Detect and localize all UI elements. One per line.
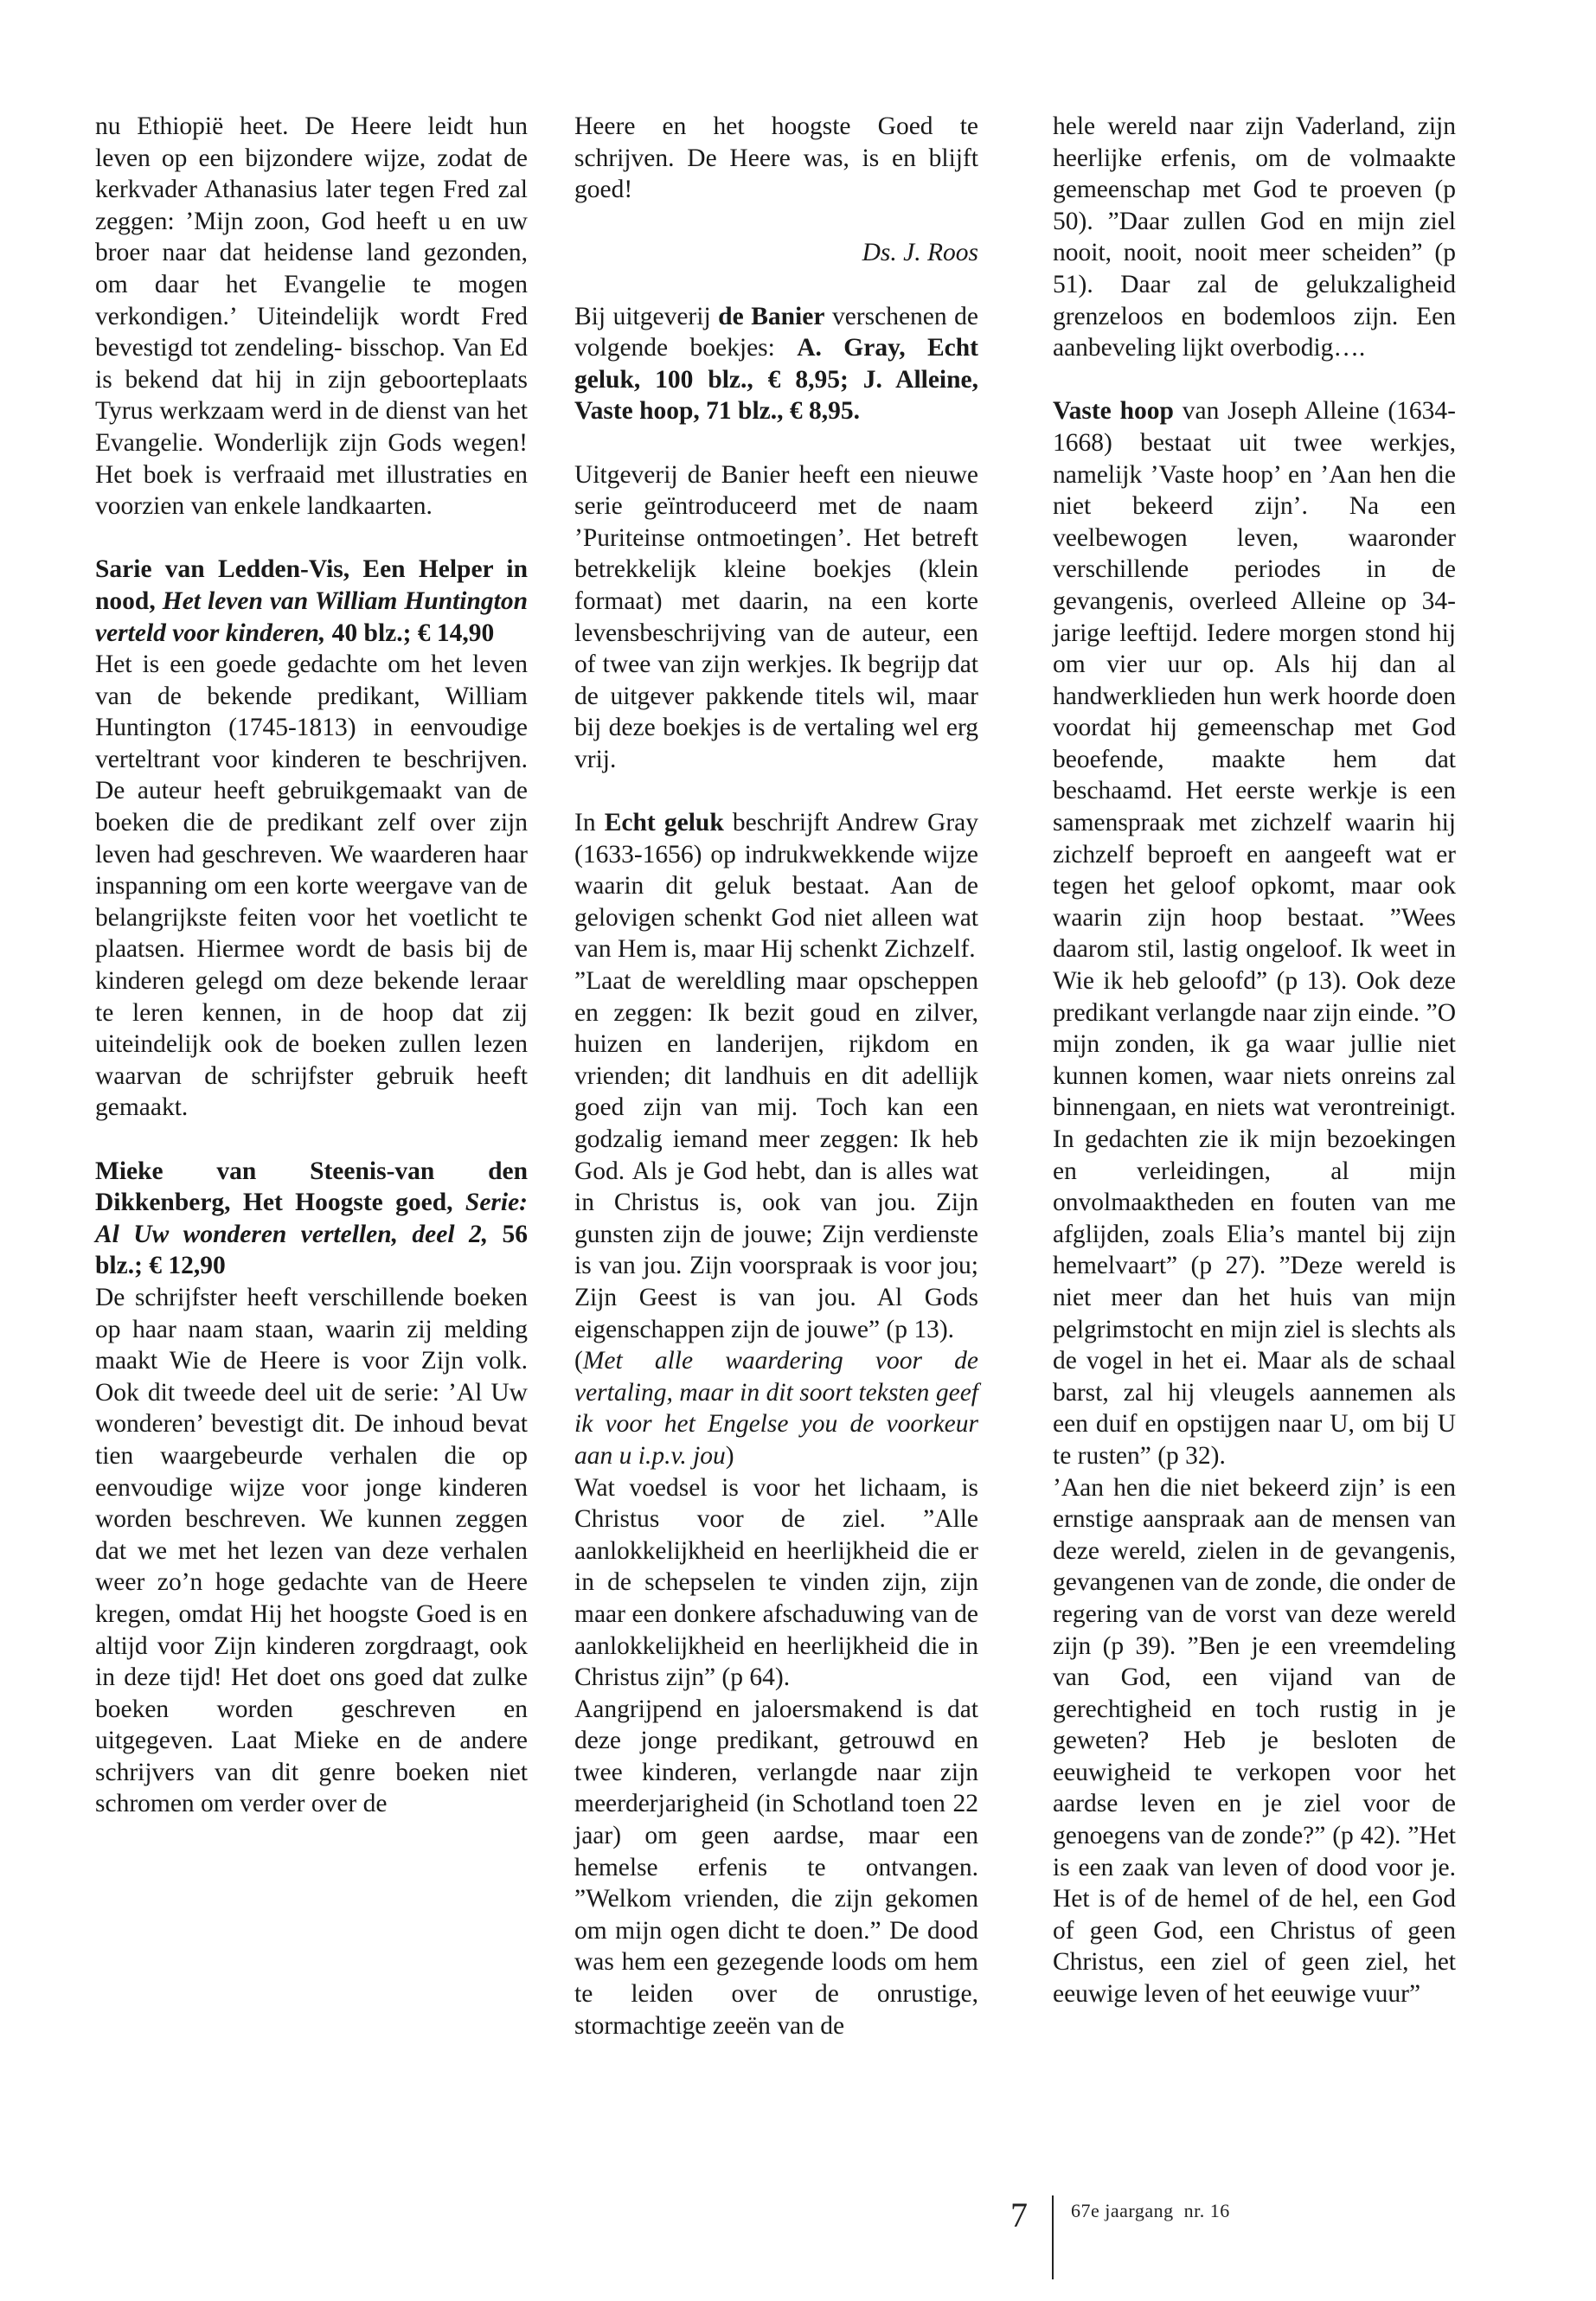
author-signature: Ds. J. Roos (862, 239, 978, 267)
book-list: A. Gray, Echt geluk, 100 blz., € 8,95; J. Alleine, Vaste hoop, 71 blz., € 8,95. (574, 334, 978, 426)
spacer (95, 1124, 528, 1156)
review-hoogste-goed (95, 1156, 528, 1820)
issue-label: 67e jaargang nr. 16 (1071, 2200, 1230, 2221)
review-body: Het is een goede gedachte om het leven van de bekende predikant, William Huntington (1745-1813) in eenvoudige verteltrant voor kinderen te beschrijven. De auteur heeft gebruikgemaakt van de boeken die de predikant zelf over zijn leven had geschreven. We waarderen haar inspanning om een korte weergave van de belangrijkste feiten voor het voetlicht te plaatsen. Hiermee wordt de basis bij de kinderen gelegd om deze bekende leraar te leren kennen, in de hoop dat zij uiteindelijk ook de boeken zullen lezen waarvan de schrijfster gebruik heeft gemaakt. (95, 651, 528, 1122)
paren-close: ) (725, 1441, 734, 1470)
review-paragraph: Wat voedsel is voor het lichaam, is Christus voor de ziel. ”Alle aanlokkelijkheid en heerlijkheid die er in de schepselen te vinden zijn, zijn maar een donkere afschaduwing van de aanlokkelijkheid en heerlijkheid die in Christus zijn” (p 64). (574, 1473, 978, 1692)
book-title: Echt geluk (604, 809, 724, 837)
announcement-prefix: Bij uitgeverij (574, 302, 719, 330)
continuation-paragraph: hele wereld naar zijn Vaderland, zijn heerlijke erfenis, om de volmaakte gemeenschap met God te proeven (p 50). ”Daar zullen God en mijn ziel nooit, nooit, nooit meer scheiden” (p 51). Daar zal de gelukzaligheid grenzeloos en bodemloos zijn. Een aanbeveling lijkt overbodig…. (1053, 112, 1456, 362)
review-prefix: In (574, 809, 605, 837)
column-1 (95, 111, 528, 1820)
series-intro-paragraph: Uitgeverij de Banier heeft een nieuwe serie geïntroduceerd met de naam ’Puriteinse ontmoetingen’. Het betreft betrekkelijk kleine boekjes (klein formaat) met daarin, na een korte levensbeschrijving van de auteur, een of twee van zijn werkjes. Ik begrijp dat de uitgever pakkende titels wil, maar bij deze boekjes is de vertaling wel erg vrij. (574, 460, 978, 773)
review-paragraph: ’Aan hen die niet bekeerd zijn’ is een ernstige aanspraak aan de mensen van deze wereld, zielen in de gevangenis, gevangenen van de zonde, die onder de regering van de vorst van deze wereld zijn (p 39). ”Ben je een vreemdeling van God, een vijand van de gerechtigheid en toch rustig in je geweten? Heb je besloten de eeuwigheid te verkopen voor het aardse leven en je ziel voor de genoegens van de zonde?” (p 42). ”Het is een zaak van leven of dood voor je. Het is of de hemel of de hel, een God of geen God, een Christus of geen Christus, een ziel of geen ziel, het eeuwige leven of het eeuwige vuur” (1053, 1473, 1456, 2009)
announcement-text: verschenen de volgende boekjes: (574, 302, 978, 362)
spacer (574, 427, 978, 459)
review-text: van Joseph Alleine (1634-1668) bestaat uit twee werkjes, namelijk ’Vaste hoop’ en ’Aan hen die niet bekeerd zijn’. Na een veelbewogen leven, waaronder verschillende periodes in de gevangenis, overleed Alleine op 34-jarige leeftijd. Iedere morgen stond hij om vier uur op. Als hij dan al handwerklieden hun werk hoorde doen voordat hij gemeenschap met God beoefende, maakte hem dat beschaamd. Het eerste werkje is een samenspraak met zichzelf waarin hij zichzelf beproeft en aangeeft wat er tegen het geloof opkomt, maar ook waarin zijn hoop bestaat. ”Wees daarom stil, lastig ongeloof. Ik weet in Wie ik heb geloofd” (p 13). Ook deze predikant verlangde naar zijn einde. ”O mijn zonden, ik ga waar jullie niet kunnen komen, waar niets onreins zal binnengaan, en niets wat verontreinigt. In gedachten zie ik mijn bezoekingen en verleidingen, al mijn onvolmaaktheden en fouten van me afglijden, zoals Elia’s mantel bij zijn hemelvaart” (p 27). ”Deze wereld is niet meer dan het huis van mijn pelgrimstocht en mijn ziel is slechts als de vogel in het ei. Maar als de schaal barst, zal hij vleugels aannemen als een duif en opstijgen naar U, om bij U te rusten” (p 32). (1053, 397, 1457, 1470)
spacer (574, 775, 978, 807)
review-paragraph: Aangrijpend en jaloersmakend is dat deze jonge predikant, getrouwd en twee kinderen, verlangde naar zijn meerderjarigheid (in Schotland toen 22 jaar) om geen aardse, maar een hemelse erfenis te ontvangen. ”Welkom vrienden, die zijn gekomen om mijn ogen dicht te doen.” De dood was hem een gezegende loods om hem te leiden over de onrustige, stormachtige zeeën van de (574, 1695, 978, 2040)
publisher-name: de Banier (718, 302, 825, 330)
review-intro (574, 807, 978, 965)
publisher-announcement (574, 301, 978, 427)
page-number: 7 (1010, 2195, 1028, 2234)
quote-paragraph: ”Laat de wereldling maar opscheppen en zeggen: Ik bezit goud en zilver, huizen en landerijen, rijkdom en vrienden; dit landhuis en dit adellijk goed zijn van mij. Toch kan een godzalig iemand meer zeggen: Ik heb God. Als je God hebt, dan is alles wat in Christus is, ook van jou. Zijn gunsten zijn de jouwe; Zijn verdienste is van jou. Zijn voorspraak is voor jou; Zijn Geest is van jou. Al Gods eigenschappen zijn de jouwe” (p 13). (574, 967, 978, 1343)
intro-paragraph: nu Ethiopië heet. De Heere leidt hun leven op een bijzondere wijze, zodat de kerkvader Athanasius later tegen Fred zal zeggen: ’Mijn zoon, God heeft u en uw broer naar dat heidense land gezonden, om daar het Evangelie te mogen verkondigen.’ Uiteindelijk wordt Fred bevestigd tot zendeling- bisschop. Van Ed is bekend dat hij in zijn geboorteplaats Tyrus werkzaam werd in de dienst van het Evangelie. Wonderlijk zijn Gods wegen! Het boek is verfraaid met illustraties en voorzien van enkele landkaarten. (95, 112, 528, 521)
spacer (1053, 364, 1456, 396)
review-huntington (95, 554, 528, 1124)
review-intro (1053, 395, 1456, 1471)
translator-note-text: Met alle waardering voor de vertaling, maar in dit soort teksten geef ik voor het Engelse you de voorkeur aan u i.p.v. jou (574, 1347, 978, 1470)
review-heading (95, 554, 528, 649)
review-heading-details: 56 blz.; € 12,90 (95, 1220, 528, 1280)
spacer (574, 206, 978, 238)
review-heading-author-title: Mieke van Steenis-van den Dikkenberg, Het Hoogste goed, (95, 1157, 528, 1217)
review-heading-details: 40 blz.; € 14,90 (331, 619, 495, 647)
review-echt-geluk (574, 807, 978, 2041)
continuation-paragraph: Heere en het hoogste Goed te schrijven. De Heere was, is en blijft goed! (574, 112, 978, 204)
review-heading (95, 1156, 528, 1282)
translator-note (574, 1345, 978, 1471)
column-2 (574, 111, 978, 2041)
review-heading-subtitle: Het leven van William Huntington verteld voor kinderen, (95, 586, 528, 647)
footer-divider (1052, 2195, 1054, 2279)
paren-open: ( (574, 1347, 583, 1375)
review-heading-author-title: Sarie van Ledden-Vis, Een Helper in nood, (95, 555, 528, 615)
spacer (574, 269, 978, 301)
review-text: beschrijft Andrew Gray (1633-1656) op indrukwekkende wijze waarin dit geluk bestaat. Aan de gelovigen schenkt God niet alleen wat van Hem is, maar Hij schenkt Zichzelf. (574, 809, 978, 964)
review-body: De schrijfster heeft verschillende boeken op haar naam staan, waarin zij melding maakt Wie de Heere is voor Zijn volk. Ook dit tweede deel uit de serie: ’Al Uw wonderen’ bevestigt dit. De inhoud bevat tien waargebeurde verhalen die op eenvoudige wijze voor jonge kinderen worden beschreven. We kunnen zeggen dat we met het lezen van deze verhalen weer zo’n hoge gedachte van de Heere kregen, omdat Hij het hoogste Goed is en altijd voor Zijn kinderen zorgdraagt, ook in deze tijd! Het doet ons goed dat zulke boeken worden geschreven en uitgegeven. Laat Mieke en de andere schrijvers van dit genre boeken niet schromen om verder over de (95, 1283, 528, 1818)
review-heading-series: Serie: Al Uw wonderen vertellen, deel 2, (95, 1189, 528, 1248)
column-3 (1053, 111, 1456, 2010)
review-vaste-hoop (1053, 395, 1456, 2009)
spacer (95, 522, 528, 554)
book-title: Vaste hoop (1053, 397, 1174, 426)
